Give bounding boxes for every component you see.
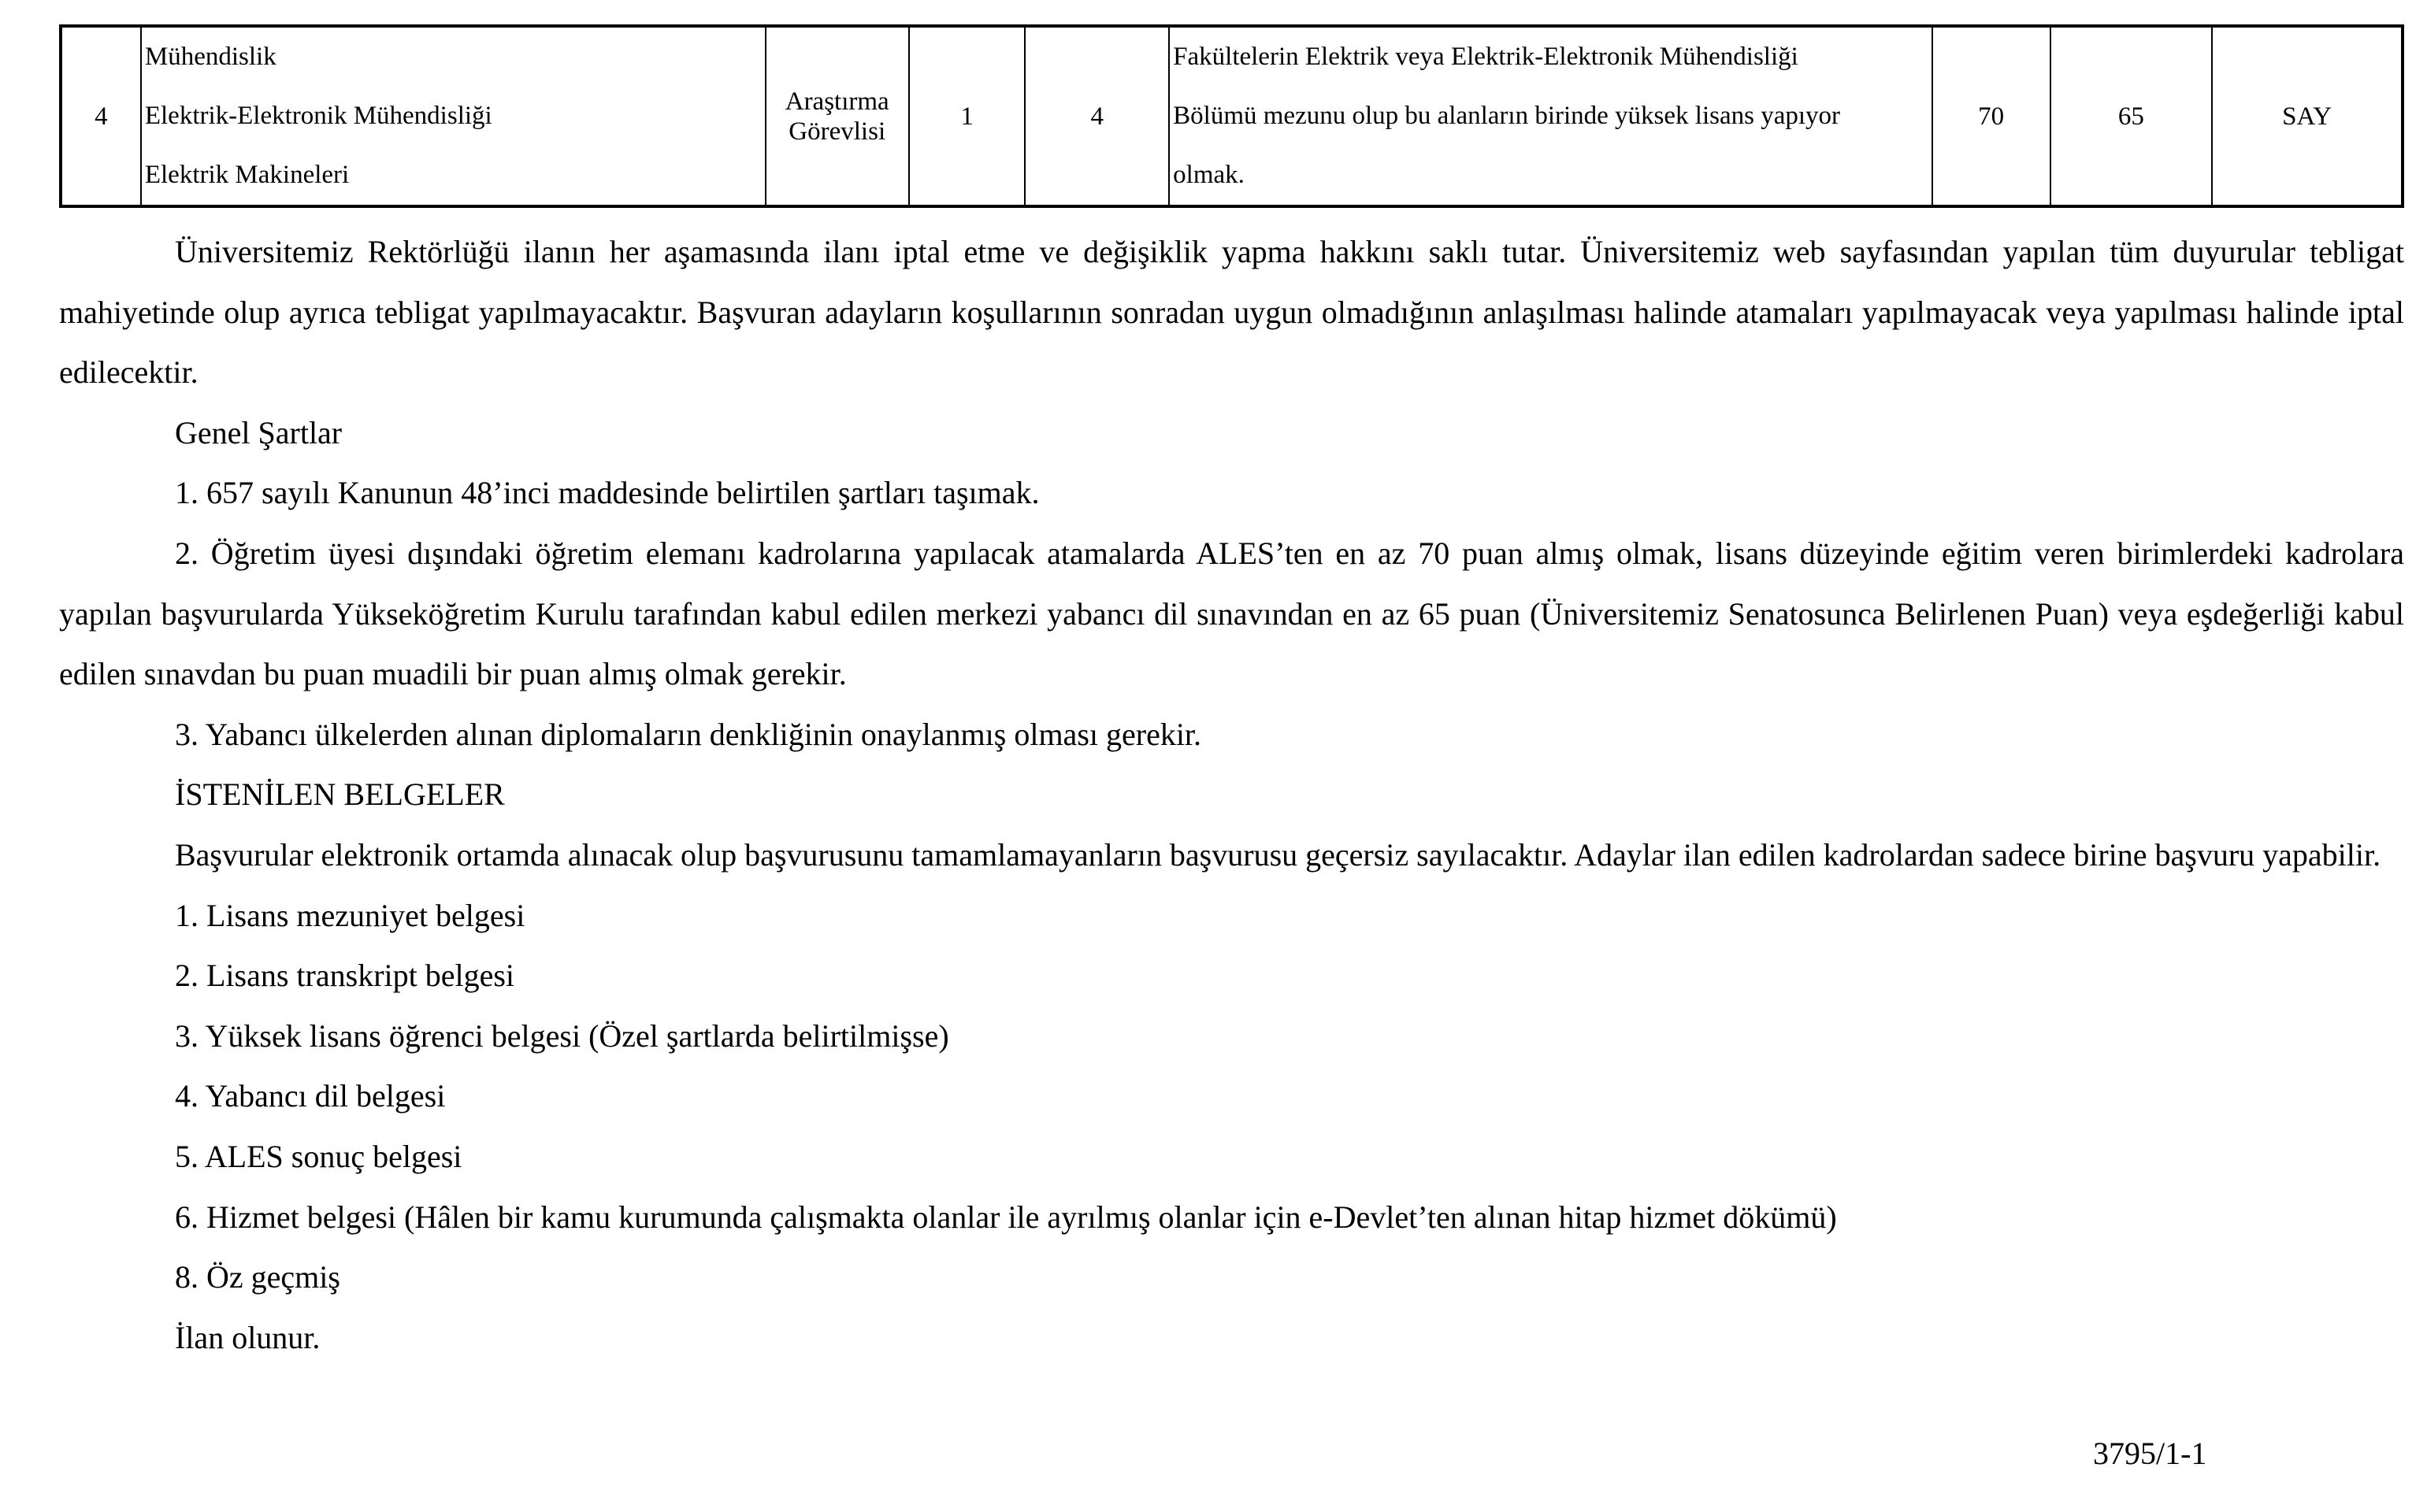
row-number: 4 xyxy=(61,26,141,206)
faculty: Mühendislik xyxy=(144,43,276,71)
language-cell: 65 xyxy=(2050,26,2213,206)
table-row xyxy=(61,26,2403,206)
degree-cell: 1 xyxy=(909,26,1026,206)
unit-cell xyxy=(141,26,766,206)
division: Elektrik Makineleri xyxy=(144,161,350,189)
doc-item: 5. ALES sonuç belgesi xyxy=(175,1138,462,1174)
general-item: 1. 657 sayılı Kanunun 48’inci maddesinde belirtilen şartları taşımak. xyxy=(175,475,1040,511)
docs-intro: Başvurular elektronik ortamda alınacak olup başvurusunu tamamlamayanların başvurusu geçersiz sayılacaktır. Adaylar ilan edilen kadrolardan sadece birine başvuru yapabilir. xyxy=(175,836,2381,873)
intro-paragraph: Üniversitemiz Rektörlüğü ilanın her aşamasında ilanı iptal etme ve değişiklik yapma hakkını saklı tutar. Üniversitemiz web sayfasından yapılan tüm duyurular tebligat mahiyetinde olup ayrıca tebligat yapılmayacaktır. Başvuran adayların koşullarının sonradan uygun olmadığının anlaşılması halinde atamaları yapılmayacak veya yapılması halinde iptal edilecektir. xyxy=(59,234,2404,391)
ales-cell: 70 xyxy=(1932,26,2050,206)
score-type-cell: SAY xyxy=(2212,26,2403,206)
department: Elektrik-Elektronik Mühendisliği xyxy=(144,102,492,130)
doc-item: 2. Lisans transkript belgesi xyxy=(175,958,515,994)
general-heading: Genel Şartlar xyxy=(175,414,343,450)
doc-item: 6. Hizmet belgesi (Hâlen bir kamu kurumunda çalışmakta olanlar ile ayrılmış olanlar için e-Devlet’ten alınan hitap hizmet dökümü) xyxy=(175,1199,1837,1235)
condition-line: olmak. xyxy=(1173,161,1245,189)
docs-heading: İSTENİLEN BELGELER xyxy=(175,776,505,813)
doc-item: 4. Yabancı dil belgesi xyxy=(175,1078,446,1114)
reference-number: 3795/1-1 xyxy=(2093,1436,2207,1471)
title-line: Araştırma xyxy=(785,87,889,116)
general-item: 3. Yabancı ülkelerden alınan diplomaların denkliğinin onaylanmış olması gerekir. xyxy=(175,716,1202,752)
count-cell: 4 xyxy=(1025,26,1169,206)
announcement-body xyxy=(59,222,2404,1368)
general-item: 2. Öğretim üyesi dışındaki öğretim elemanı kadrolarına yapılacak atamalarda ALES’ten en az 70 puan almış olmak, lisans düzeyinde eğitim veren birimlerdeki kadrolara yapılan başvurularda Yükseköğretim Kurulu tarafından kabul edilen merkezi yabancı dil sınavından en az 65 puan (Üniversitemiz Senatosunca Belirlenen Puan) veya eşdeğerliği kabul edilen sınavdan bu puan muadili bir puan almış olmak gerekir. xyxy=(59,535,2404,692)
condition-line: Bölümü mezunu olup bu alanların birinde yüksek lisans yapıyor xyxy=(1173,102,1841,130)
position-table xyxy=(59,24,2404,208)
doc-item: 1. Lisans mezuniyet belgesi xyxy=(175,897,525,933)
doc-item: 3. Yüksek lisans öğrenci belgesi (Özel şartlarda belirtilmişse) xyxy=(175,1017,949,1054)
conditions-cell xyxy=(1169,26,1932,206)
title-line: Görevlisi xyxy=(789,117,886,146)
title-cell xyxy=(766,26,909,206)
condition-line: Fakültelerin Elektrik veya Elektrik-Elektronik Mühendisliği xyxy=(1173,43,1798,71)
doc-item: 8. Öz geçmiş xyxy=(175,1259,340,1295)
closing-text: İlan olunur. xyxy=(175,1319,321,1355)
